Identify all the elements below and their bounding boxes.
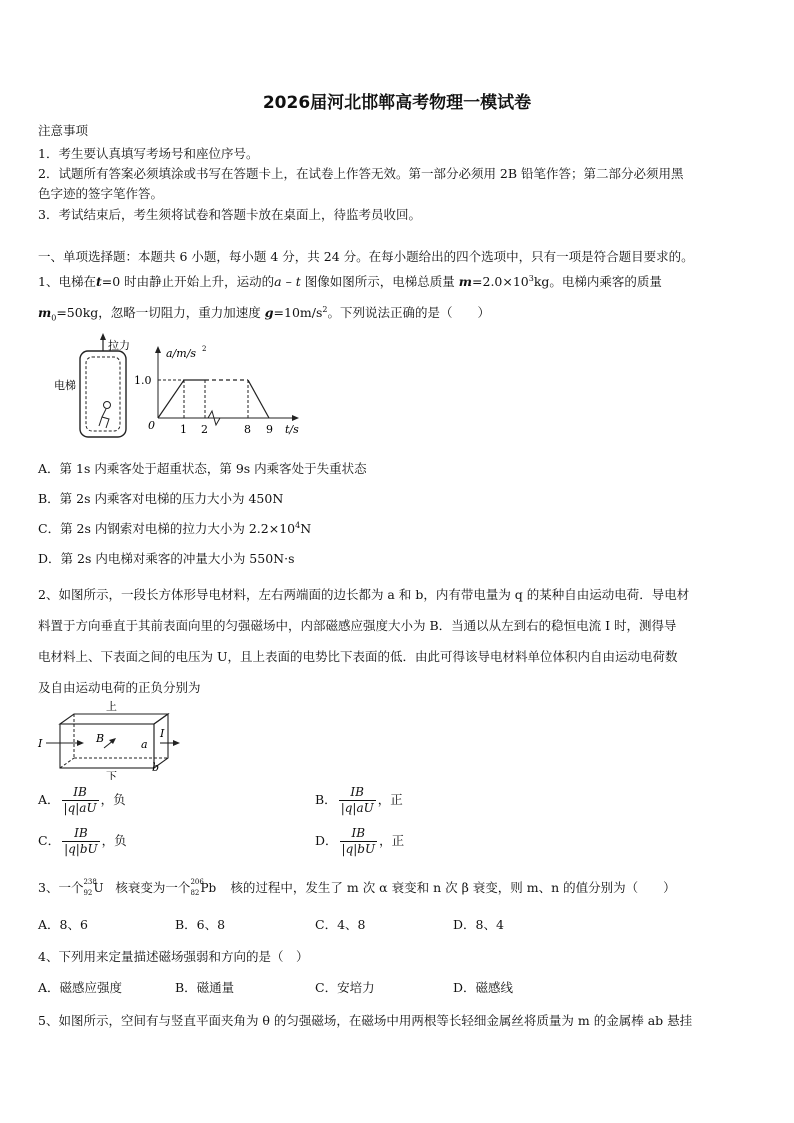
q2-stem: 料置于方向垂直于其前表面向里的匀强磁场中，内部磁感应强度大小为 B．当通以从左到右的稳恒电流 I 时，测得导	[38, 618, 677, 633]
q1-option-b: B．第 2s 内乘客对电梯的压力大小为 450N	[38, 491, 284, 506]
y-axis-arrow-icon	[155, 346, 161, 353]
q2-stem: 2、如图所示，一段长方体形导电材料，左右两端面的边长都为 a 和 b，内有带电量为 q 的某种自由运动电荷．导电材	[38, 587, 690, 602]
q2-option-c: C． $\frac{IB}{|q|bU}$ ，负	[38, 826, 127, 856]
arrow-up-icon	[100, 333, 106, 340]
q3-option-b: B．6、8	[175, 917, 226, 932]
top-label: 上	[106, 700, 117, 713]
y-label: a/m/s	[166, 347, 197, 360]
page-title: 2026届河北邯郸高考物理一模试卷	[262, 93, 532, 113]
uranium-nuclide: 238 92 U	[83, 877, 104, 897]
q1-option-c: C．第 2s 内钢索对电梯的拉力大小为 $2.2\times 10^4N$	[38, 520, 312, 536]
q1-option-d: D．第 2s 内电梯对乘客的冲量大小为 550N·s	[38, 551, 295, 566]
q3-option-a: A．8、6	[38, 917, 88, 932]
elevator-label: 电梯	[54, 379, 76, 392]
elevator-inner	[86, 357, 120, 431]
origin-label: 0	[148, 419, 155, 432]
q3-option-c: C．4、8	[315, 917, 366, 932]
block-side-face	[154, 714, 168, 768]
q4-stem: 4、下列用来定量描述磁场强弱和方向的是（ ）	[38, 949, 309, 964]
q1-stem-line2: $m_0=50kg$，忽略一切阻力，重力加速度 $g=10m/s^2$。下列说法正确的是（ ）	[38, 304, 490, 323]
edge-a-label: a	[141, 738, 148, 751]
at-graph-segment	[158, 380, 205, 418]
q5-stem: 5、如图所示，空间有与竖直平面夹角为 θ 的匀强磁场，在磁场中用两根等长轻细金属丝将质量为 m 的金属棒 ab 悬挂	[38, 1013, 693, 1028]
x-tick-label: 8	[244, 423, 251, 436]
y-tick-label: 1.0	[134, 374, 152, 387]
y-label-exp: 2	[202, 345, 207, 353]
lead-nuclide: 206 82 Pb	[190, 877, 217, 897]
q2-option-a: A． $\frac{IB}{|q|aU}$ ，负	[38, 785, 126, 815]
notice-heading: 注意事项	[38, 123, 89, 138]
arrow-right-icon	[173, 740, 180, 746]
passenger-icon	[99, 402, 111, 429]
arrow-right-icon	[77, 740, 84, 746]
notice-item: 2．试题所有答案必须填涂或书写在答题卡上，在试卷上作答无效。第一部分必须用 2B 铅笔作答；第二部分必须用黑	[38, 166, 684, 181]
q3-option-d: D．8、4	[453, 917, 504, 932]
x-label: t/s	[285, 423, 299, 436]
hidden-edge	[60, 758, 74, 768]
field-label: B	[96, 732, 105, 745]
q2-figure	[36, 698, 196, 780]
at-graph-segment	[248, 380, 269, 418]
notice-item: 3．考试结束后，考生须将试卷和答题卡放在桌面上，待监考员收回。	[38, 207, 421, 222]
q2-option-d: D． $\frac{IB}{|q|bU}$ ，正	[315, 826, 405, 856]
pull-label: 拉力	[108, 339, 130, 352]
bottom-label: 下	[106, 770, 117, 780]
q4-option-b: B．磁通量	[175, 980, 235, 995]
q4-option-c: C．安培力	[315, 980, 375, 995]
q2-option-b: B． $\frac{IB}{|q|aU}$ ，正	[315, 785, 403, 815]
notice-item: 1．考生要认真填写考场号和座位序号。	[38, 146, 259, 161]
elevator-body	[80, 351, 126, 437]
section-heading: 一、单项选择题：本题共 6 小题，每小题 4 分，共 24 分。在每小题给出的四个选项中，只有一项是符合题目要求的。	[38, 249, 694, 264]
current-label-left: I	[38, 737, 43, 750]
q2-stem: 及自由运动电荷的正负分别为	[38, 680, 201, 695]
edge-b-label: b	[152, 761, 160, 774]
x-tick-label: 2	[201, 423, 208, 436]
q2-stem: 电材料上、下表面之间的电压为 U，且上表面的电势比下表面的低．由此可得该导电材料单位体积内自由运动电荷数	[38, 649, 678, 664]
q4-option-a: A．磁感应强度	[38, 980, 123, 995]
x-tick-label: 9	[266, 423, 273, 436]
x-tick-label: 1	[180, 423, 187, 436]
q3-stem: 3、一个 238 92 U 核衰变为一个 206 82 Pb 核的过程中，发生了 m 次 α 衰变和 n 次 β 衰变，则 m、n 的值分别为（ ）	[38, 877, 676, 897]
current-label-right: I	[160, 727, 165, 740]
q1-stem-line1: 1、电梯在t=0 时由静止开始上升，运动的a – t 图像如图所示，电梯总质量 $m=2.0\times 10^3kg$。电梯内乘客的质量	[38, 273, 662, 289]
q4-option-d: D．磁感线	[453, 980, 514, 995]
q1-option-a: A．第 1s 内乘客处于超重状态，第 9s 内乘客处于失重状态	[38, 461, 367, 476]
x-axis-arrow-icon	[292, 415, 299, 421]
block-top-face	[60, 714, 168, 724]
notice-item: 色字迹的签字笔作答。	[38, 186, 164, 201]
q1-figure	[50, 333, 310, 443]
